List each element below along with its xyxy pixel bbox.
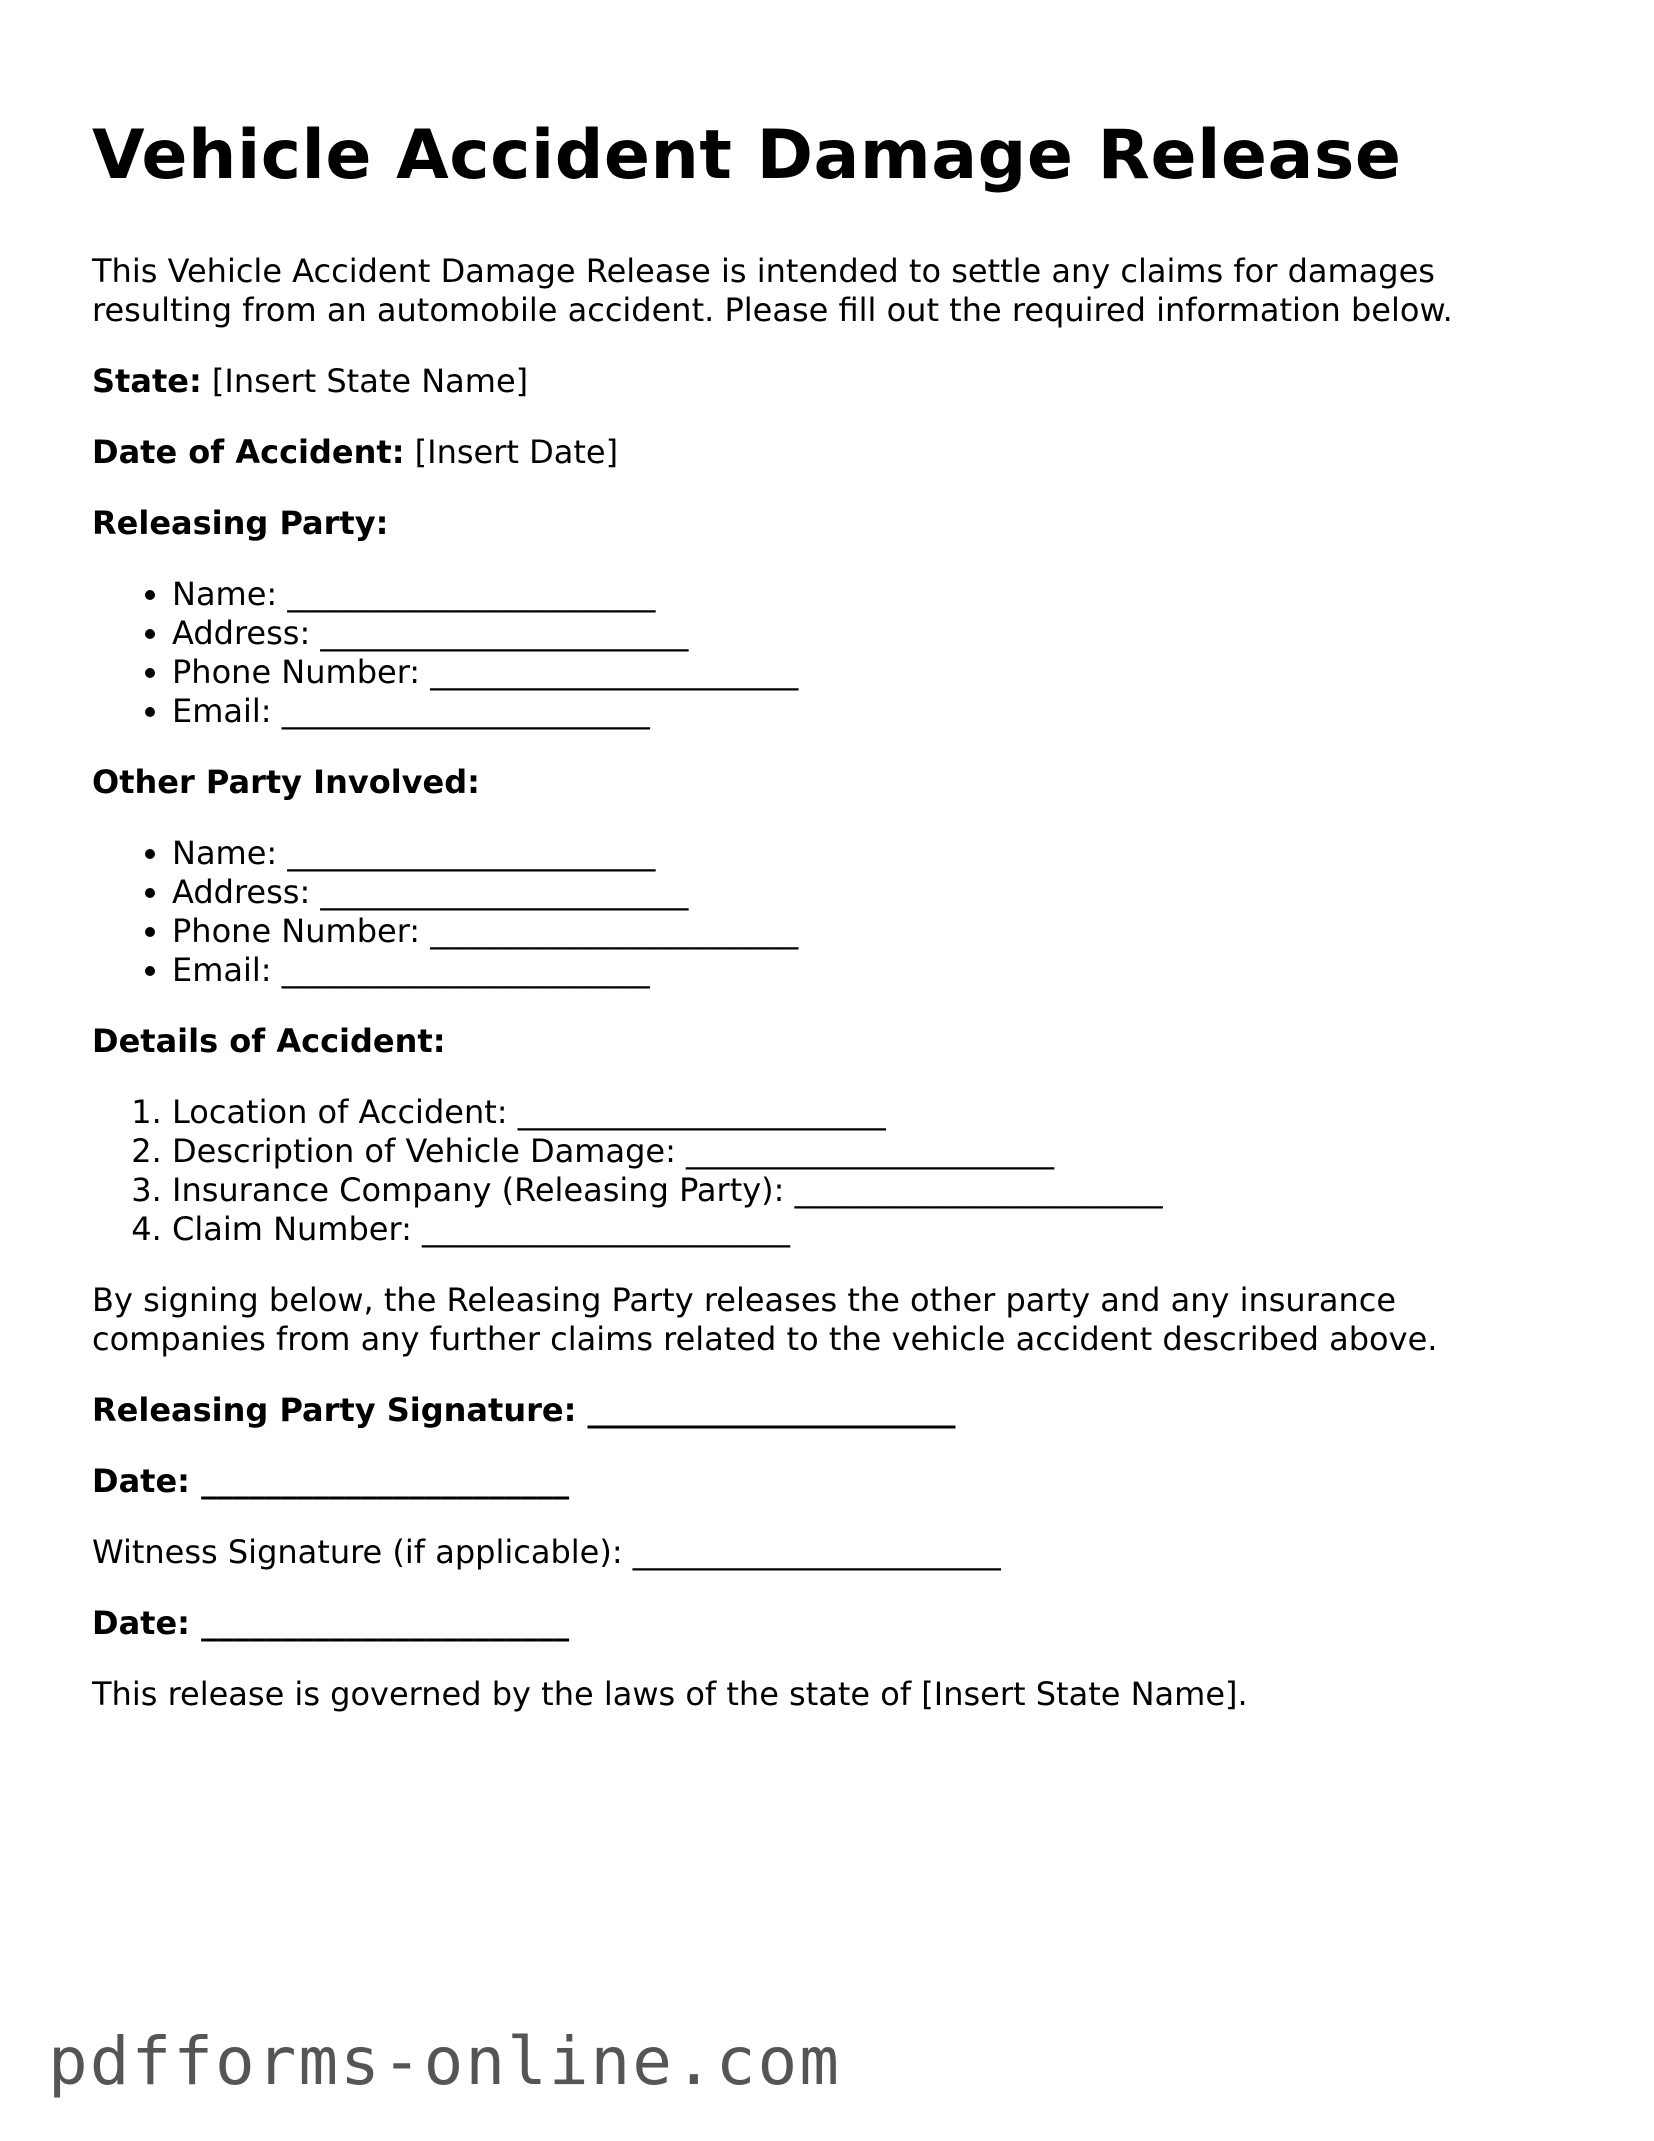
vehicle-damage-field[interactable]: 2. Description of Vehicle Damage: _______________________ [172, 1132, 1572, 1171]
state-value[interactable]: [Insert State Name] [201, 362, 529, 400]
releasing-party-address-field[interactable]: • Address: _______________________ [172, 614, 1572, 653]
releasing-party-email-field[interactable]: • Email: _______________________ [172, 692, 1572, 731]
release-statement: By signing below, the Releasing Party releases the other party and any insurance companies from any further claims related to the vehicle accident described above. [92, 1281, 1438, 1358]
witness-signature-field[interactable]: Witness Signature (if applicable): _______________________ [92, 1533, 1001, 1571]
other-party-heading: Other Party Involved: [92, 763, 480, 801]
releasing-signature-label: Releasing Party Signature: [92, 1391, 577, 1429]
details-list [92, 1093, 1572, 1249]
other-party-email-field[interactable]: • Email: _______________________ [172, 951, 1572, 990]
releasing-party-list [92, 575, 1572, 731]
details-heading: Details of Accident: [92, 1022, 446, 1060]
other-party-address-field[interactable]: • Address: _______________________ [172, 873, 1572, 912]
date-line-1[interactable]: _______________________ [189, 1462, 570, 1500]
other-party-name-field[interactable]: • Name: _______________________ [172, 834, 1572, 873]
date-label-2: Date: [92, 1604, 190, 1642]
date-field-1 [92, 1462, 1572, 1501]
date-of-accident-value[interactable]: [Insert Date] [404, 433, 619, 471]
state-field [92, 362, 1572, 401]
date-field-2 [92, 1604, 1572, 1643]
document-title: Vehicle Accident Damage Release [92, 116, 1402, 195]
other-party-phone-field[interactable]: • Phone Number: _______________________ [172, 912, 1572, 951]
intro-paragraph: This Vehicle Accident Damage Release is intended to settle any claims for damages resulting from an automobile accident. Please fill out the required information below. [92, 252, 1453, 329]
site-watermark: pdfforms-online.com [48, 2023, 841, 2100]
location-field[interactable]: 1. Location of Accident: _______________________ [172, 1093, 1572, 1132]
insurance-company-field[interactable]: 3. Insurance Company (Releasing Party): _______________________ [172, 1171, 1572, 1210]
releasing-party-heading: Releasing Party: [92, 504, 389, 542]
releasing-party-phone-field[interactable]: • Phone Number: _______________________ [172, 653, 1572, 692]
date-line-2[interactable]: _______________________ [189, 1604, 570, 1642]
state-label: State: [92, 362, 202, 400]
releasing-party-name-field[interactable]: • Name: _______________________ [172, 575, 1572, 614]
other-party-list [92, 834, 1572, 990]
document-page [92, 110, 1572, 1714]
date-of-accident-label: Date of Accident: [92, 433, 405, 471]
governing-law: This release is governed by the laws of the state of [Insert State Name]. [92, 1675, 1248, 1713]
claim-number-field[interactable]: 4. Claim Number: _______________________ [172, 1210, 1572, 1249]
releasing-signature-field [92, 1391, 1572, 1430]
date-label-1: Date: [92, 1462, 190, 1500]
releasing-signature-line[interactable]: _______________________ [576, 1391, 956, 1429]
date-of-accident-field [92, 433, 1572, 472]
